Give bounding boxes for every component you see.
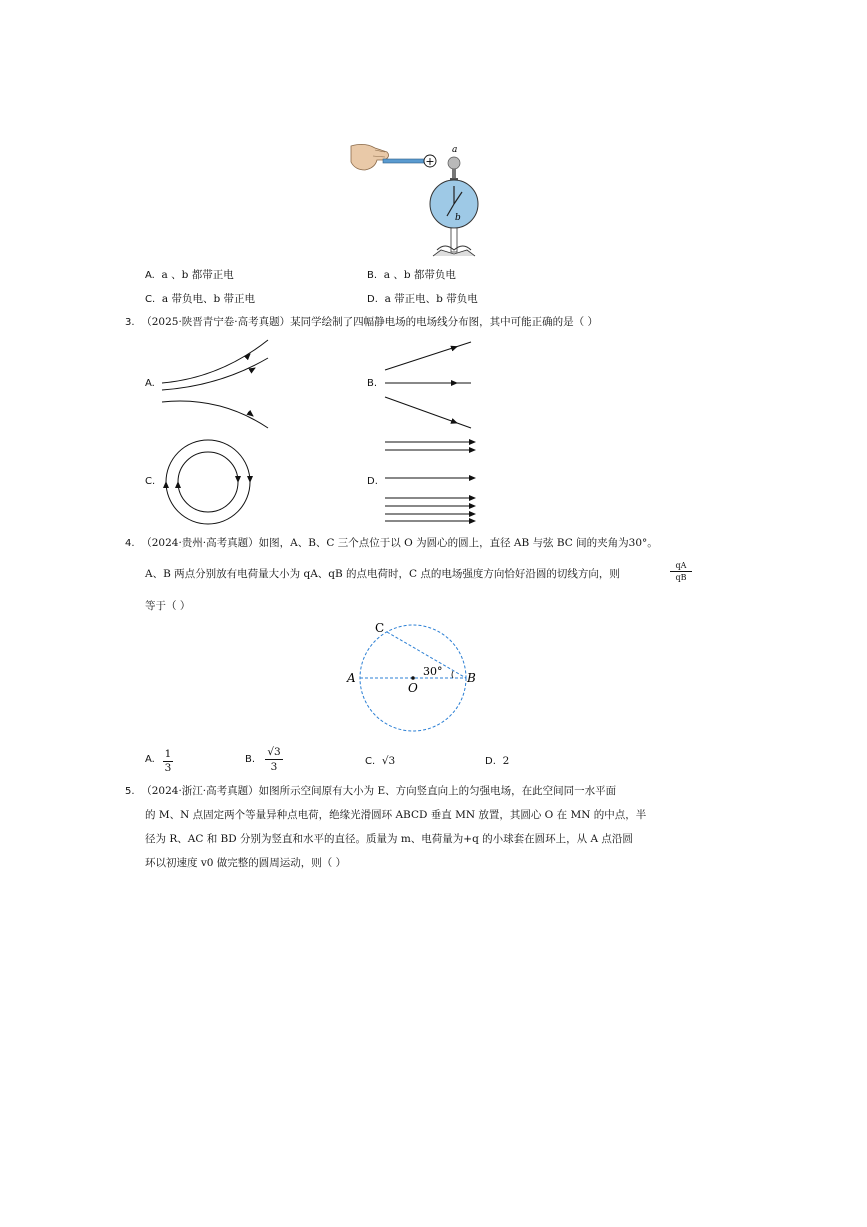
q2-option-d[interactable]: D. a 带正电、b 带负电 [367, 293, 478, 305]
hand-icon [351, 144, 389, 170]
metal-ball-a [448, 157, 460, 169]
point-b-label: B [467, 671, 476, 685]
label-b: b [455, 213, 461, 223]
q3-label-b[interactable]: B. [367, 378, 378, 389]
q3-label-c[interactable]: C. [145, 476, 156, 487]
plus-label: + [425, 155, 435, 168]
field-diagram-a [160, 336, 275, 432]
q5-line1: 5. （2024·浙江·高考真题）如图所示空间原有大小为 E、方向竖直向上的匀强电场，在此空间同一水平面 [125, 785, 617, 797]
field-diagram-c [160, 434, 256, 530]
q5-line2: 的 M、N 点固定两个等量异种点电荷，绝缘光滑圆环 ABCD 垂直 MN 放置，其圆心 O 在 MN 的中点，半 [145, 809, 647, 821]
field-diagram-b [383, 336, 478, 432]
q2-option-c[interactable]: C. a 带负电、b 带正电 [145, 293, 256, 305]
point-c-label: C [375, 621, 385, 635]
q3-label-a[interactable]: A. [145, 378, 155, 389]
q5-line3: 径为 R、AC 和 BD 分别为竖直和水平的直径。质量为 m、电荷量为+q 的小球套在圆环上，从 A 点沿圆 [145, 833, 633, 845]
charged-rod [383, 159, 425, 163]
q3-stem: 3. （2025·陕晋青宁卷·高考真题）某同学绘制了四幅静电场的电场线分布图，其中可能正确的是（ ） [125, 316, 598, 328]
q4-line1: 4. （2024·贵州·高考真题）如图，A、B、C 三个点位于以 O 为圆心的圆上，直径 AB 与弦 BC 间的夹角为30°。 [125, 537, 658, 549]
q4-option-c[interactable]: C. √3 [365, 755, 396, 767]
angle-label: 30° [423, 665, 443, 678]
q3-label-d[interactable]: D. [367, 476, 378, 487]
q4-line2: A、B 两点分别放有电荷量大小为 qA、qB 的点电荷时，C 点的电场强度方向恰好沿圆的切线方向，则 [145, 568, 620, 580]
q4-fraction: qA qB [670, 560, 692, 583]
point-a-label: A [347, 671, 356, 685]
circle-figure [345, 618, 485, 740]
electroscope-figure [345, 138, 485, 263]
field-diagram-d [383, 436, 483, 526]
point-o-label: O [408, 681, 418, 695]
q2-option-a[interactable]: A. a 、b 都带正电 [145, 269, 234, 281]
label-a: a [452, 145, 458, 155]
q4-option-d[interactable]: D. 2 [485, 755, 510, 767]
q5-line4: 环以初速度 v0 做完整的圆周运动，则（ ） [145, 857, 347, 869]
q4-line3: 等于（ ） [145, 600, 191, 612]
q2-option-b[interactable]: B. a 、b 都带负电 [367, 269, 456, 281]
